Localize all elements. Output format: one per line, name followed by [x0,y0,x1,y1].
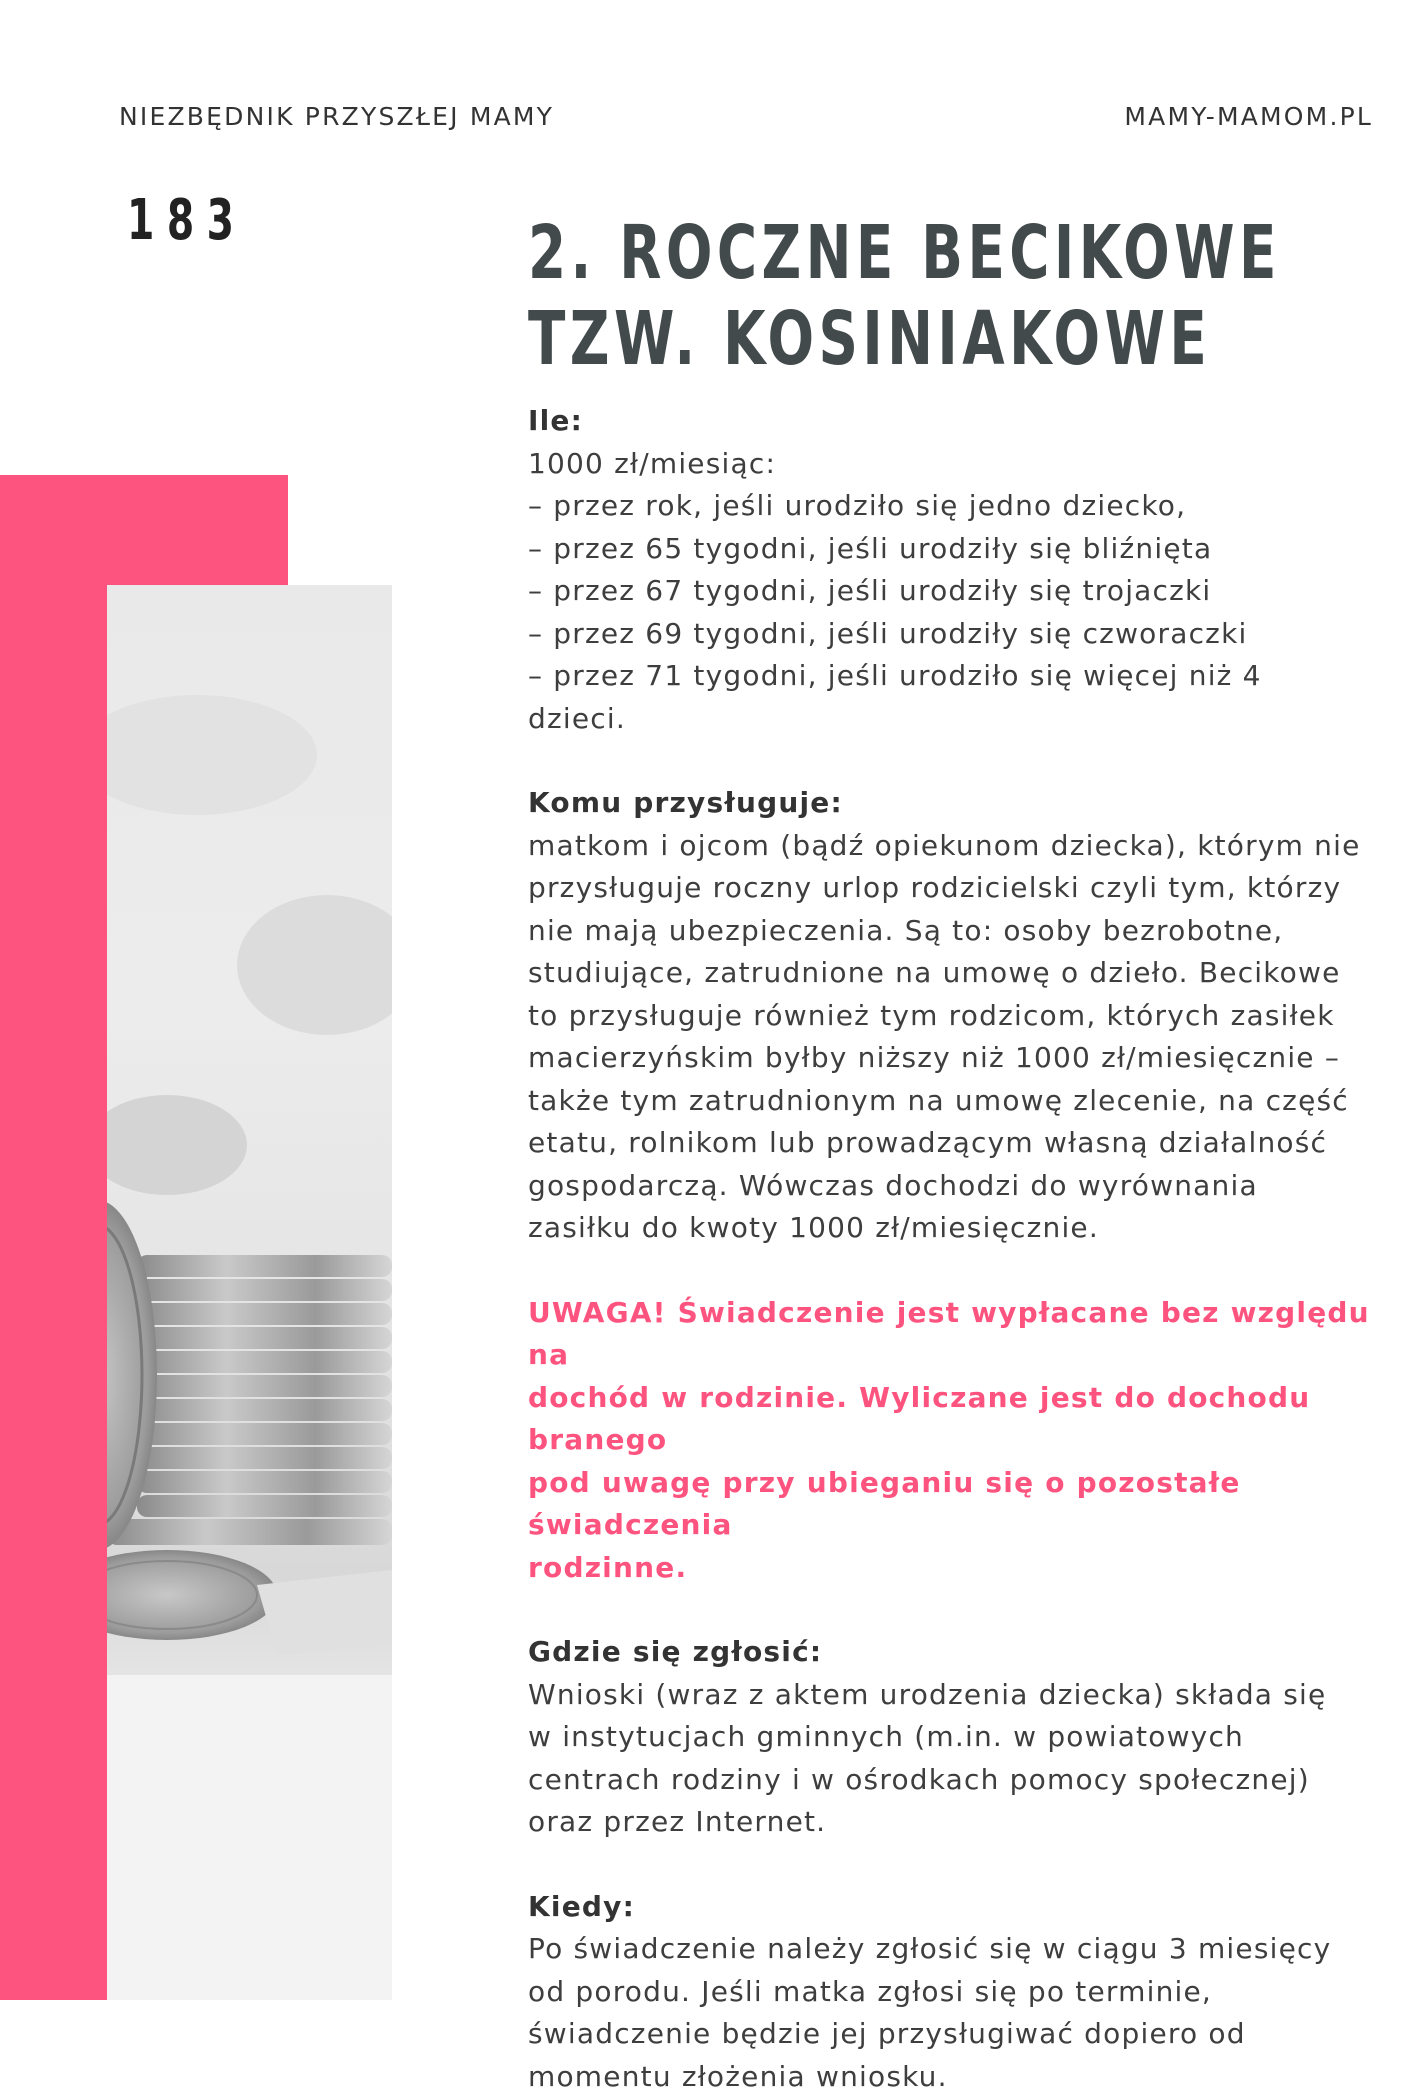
section-label: Kiedy: [528,1886,1378,1929]
text-line: centrach rodziny i w ośrodkach pomocy społecznej) [528,1759,1378,1802]
text-line: także tym zatrudnionym na umowę zlecenie, na część [528,1080,1378,1123]
text-line: matkom i ojcom (bądź opiekunom dziecka), którym nie [528,825,1378,868]
text-line: – przez rok, jeśli urodziło się jedno dziecko, [528,485,1378,528]
header-site-url[interactable]: MAMY-MAMOM.PL [1124,102,1373,131]
text-line: dzieci. [528,698,1378,741]
text-line: – przez 65 tygodni, jeśli urodziły się bliźnięta [528,528,1378,571]
section-ile [528,400,1378,740]
section-label: Ile: [528,400,1378,443]
text-line: oraz przez Internet. [528,1801,1378,1844]
warning-line: UWAGA! Świadczenie jest wypłacane bez względu na [528,1292,1378,1377]
text-line: 1000 zł/miesiąc: [528,443,1378,486]
page-number: 183 [127,188,246,253]
coins-photo [107,585,392,2000]
text-line: to przysługuje również tym rodzicom, których zasiłek [528,995,1378,1038]
text-line: zasiłku do kwoty 1000 zł/miesięcznie. [528,1207,1378,1250]
warning-note [528,1292,1378,1590]
header-left-title: NIEZBĘDNIK PRZYSZŁEJ MAMY [119,102,554,131]
section-title [528,210,1120,382]
coins-illustration [107,585,392,2000]
title-line-2: TZW. KOSINIAKOWE [528,296,1120,382]
warning-line: pod uwagę przy ubieganiu się o pozostałe świadczenia [528,1462,1378,1547]
section-komu [528,782,1378,1250]
text-line: etatu, rolnikom lub prowadzącym własną działalność [528,1122,1378,1165]
text-line: nie mają ubezpieczenia. Są to: osoby bezrobotne, [528,910,1378,953]
text-line: od porodu. Jeśli matka zgłosi się po terminie, [528,1971,1378,2014]
text-line: – przez 67 tygodni, jeśli urodziły się trojaczki [528,570,1378,613]
section-kiedy [528,1886,1378,2098]
text-line: Po świadczenie należy zgłosić się w ciągu 3 miesięcy [528,1928,1378,1971]
text-line: gospodarczą. Wówczas dochodzi do wyrównania [528,1165,1378,1208]
title-line-1: 2. ROCZNE BECIKOWE [528,210,1120,296]
section-label: Komu przysługuje: [528,782,1378,825]
article-body [528,400,1378,2098]
warning-line: rodzinne. [528,1547,1378,1590]
section-label: Gdzie się zgłosić: [528,1631,1378,1674]
text-line: studiujące, zatrudnione na umowę o dzieło. Becikowe [528,952,1378,995]
warning-line: dochód w rodzinie. Wyliczane jest do dochodu branego [528,1377,1378,1462]
text-line: świadczenie będzie jej przysługiwać dopiero od [528,2013,1378,2056]
text-line: macierzyńskim byłby niższy niż 1000 zł/miesięcznie – [528,1037,1378,1080]
text-line: – przez 71 tygodni, jeśli urodziło się więcej niż 4 [528,655,1378,698]
section-gdzie [528,1631,1378,1844]
text-line: – przez 69 tygodni, jeśli urodziły się czworaczki [528,613,1378,656]
text-line: momentu złożenia wniosku. [528,2056,1378,2098]
text-line: Wnioski (wraz z aktem urodzenia dziecka) składa się [528,1674,1378,1717]
text-line: w instytucjach gminnych (m.in. w powiatowych [528,1716,1378,1759]
text-line: przysługuje roczny urlop rodzicielski czyli tym, którzy [528,867,1378,910]
